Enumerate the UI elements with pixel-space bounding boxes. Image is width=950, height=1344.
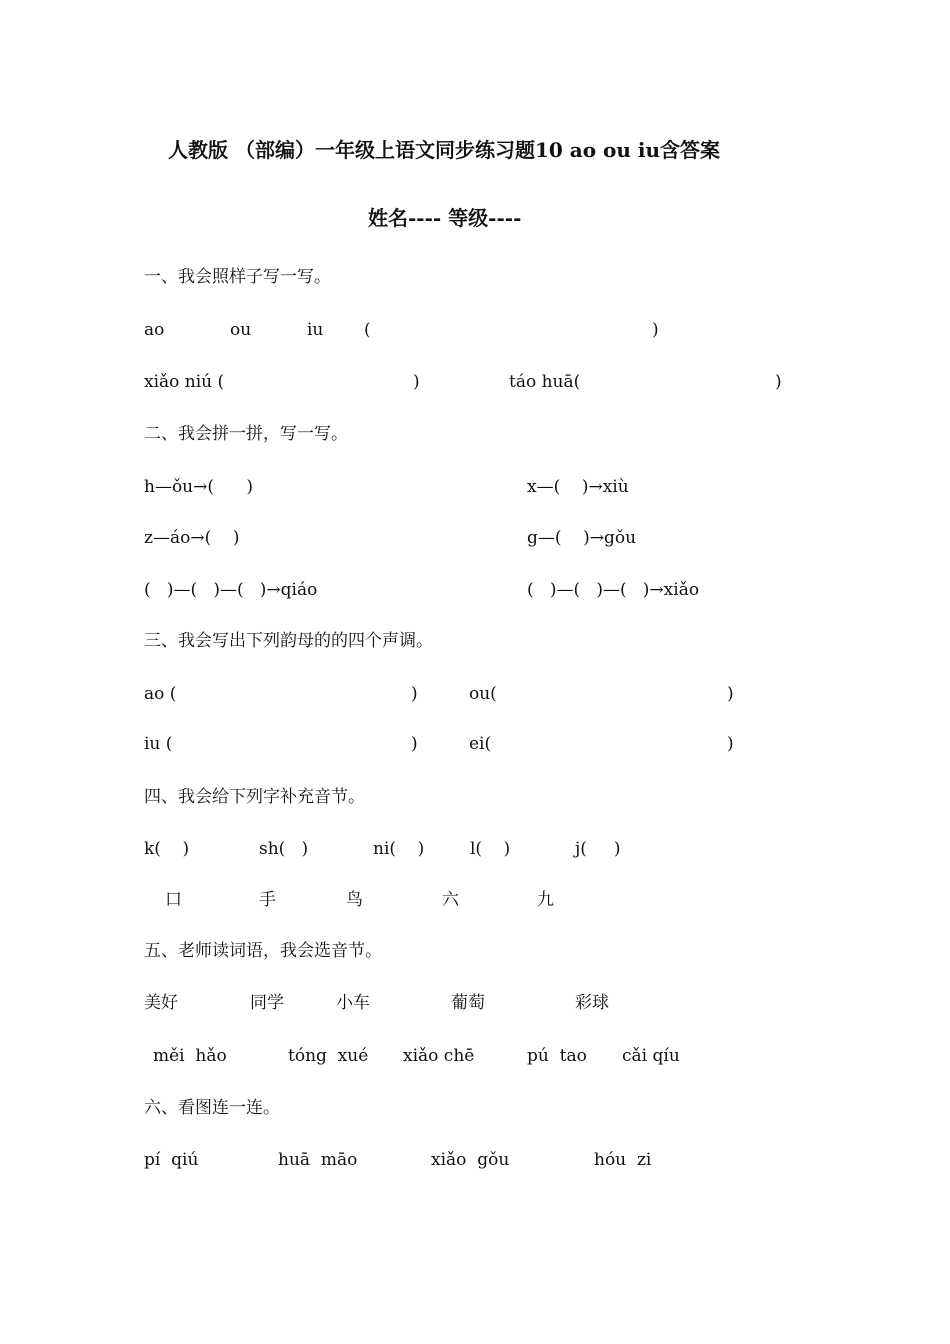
section-5-heading: 五、老师读词语，我会选音节。: [144, 941, 382, 961]
section-4-heading: 四、我会给下列字补充音节。: [144, 787, 365, 807]
s4-char-liu: 六: [442, 890, 459, 910]
s1-answer-close: ): [652, 320, 659, 340]
s1-ao: ao: [144, 320, 165, 340]
s4-syllable-niao[interactable]: ni( ): [373, 839, 425, 859]
section-2-heading: 二、我会拼一拼，写一写。: [144, 424, 348, 444]
s1-ou: ou: [230, 320, 252, 340]
s1-iu: iu: [307, 320, 324, 340]
name-grade-line: 姓名---- 等级----: [368, 206, 522, 230]
s5-word-meihao: 美好: [144, 993, 178, 1013]
s5-pinyin-putao[interactable]: pú tao: [527, 1046, 587, 1066]
s5-pinyin-xiaoche[interactable]: xiǎo chē: [403, 1046, 475, 1066]
s2-item-a2[interactable]: x—( )→xiù: [527, 477, 629, 497]
s3-iu-close: ): [411, 734, 418, 754]
s1-tao-hua[interactable]: táo huā(: [509, 372, 581, 392]
s6-pinyin-xiaogou[interactable]: xiǎo gǒu: [431, 1150, 510, 1170]
s3-ou-close: ): [727, 684, 734, 704]
s5-word-tongxue: 同学: [250, 993, 284, 1013]
s5-pinyin-meihao[interactable]: měi hǎo: [153, 1046, 227, 1066]
s4-char-jiu: 九: [537, 890, 554, 910]
s5-pinyin-caiqiu[interactable]: cǎi qíu: [622, 1046, 680, 1066]
page-title: 人教版 （部编）一年级上语文同步练习题10 ao ou iu含答案: [168, 138, 721, 162]
s3-ei[interactable]: ei(: [469, 734, 492, 754]
s4-char-niao: 鸟: [346, 890, 363, 910]
s4-syllable-jiu[interactable]: j( ): [575, 839, 621, 859]
s3-iu[interactable]: iu (: [144, 734, 173, 754]
s3-ao[interactable]: ao (: [144, 684, 177, 704]
section-6-heading: 六、看图连一连。: [144, 1098, 280, 1118]
s2-item-c1[interactable]: ( )—( )—( )→qiáo: [144, 580, 318, 600]
s3-ou[interactable]: ou(: [469, 684, 497, 704]
s5-pinyin-tongxue[interactable]: tóng xué: [288, 1046, 369, 1066]
section-1-heading: 一、我会照样子写一写。: [144, 267, 331, 287]
section-3-heading: 三、我会写出下列韵母的的四个声调。: [144, 631, 433, 651]
s2-item-a1[interactable]: h—ǒu→( ): [144, 477, 254, 497]
s5-word-putao: 葡萄: [451, 993, 485, 1013]
s3-ei-close: ): [727, 734, 734, 754]
s1-xiao-niu[interactable]: xiǎo niú (: [144, 372, 225, 392]
s4-char-shou: 手: [259, 890, 276, 910]
s4-syllable-kou[interactable]: k( ): [144, 839, 190, 859]
s5-word-xiaoche: 小车: [336, 993, 370, 1013]
s6-pinyin-huamao[interactable]: huā māo: [278, 1150, 358, 1170]
s2-item-b2[interactable]: g—( )→gǒu: [527, 528, 637, 548]
s4-char-kou: 口: [165, 890, 182, 910]
s6-pinyin-piqiu[interactable]: pí qiú: [144, 1150, 199, 1170]
s1-tao-hua-close: ): [775, 372, 782, 392]
s1-answer-open[interactable]: (: [364, 320, 371, 340]
s4-syllable-shou[interactable]: sh( ): [259, 839, 309, 859]
s2-item-c2[interactable]: ( )—( )—( )→xiǎo: [527, 580, 700, 600]
s5-word-caiqiu: 彩球: [575, 993, 609, 1013]
s1-xiao-niu-close: ): [413, 372, 420, 392]
s4-syllable-liu[interactable]: l( ): [470, 839, 511, 859]
s2-item-b1[interactable]: z—áo→( ): [144, 528, 240, 548]
s3-ao-close: ): [411, 684, 418, 704]
s6-pinyin-houzi[interactable]: hóu zi: [594, 1150, 652, 1170]
